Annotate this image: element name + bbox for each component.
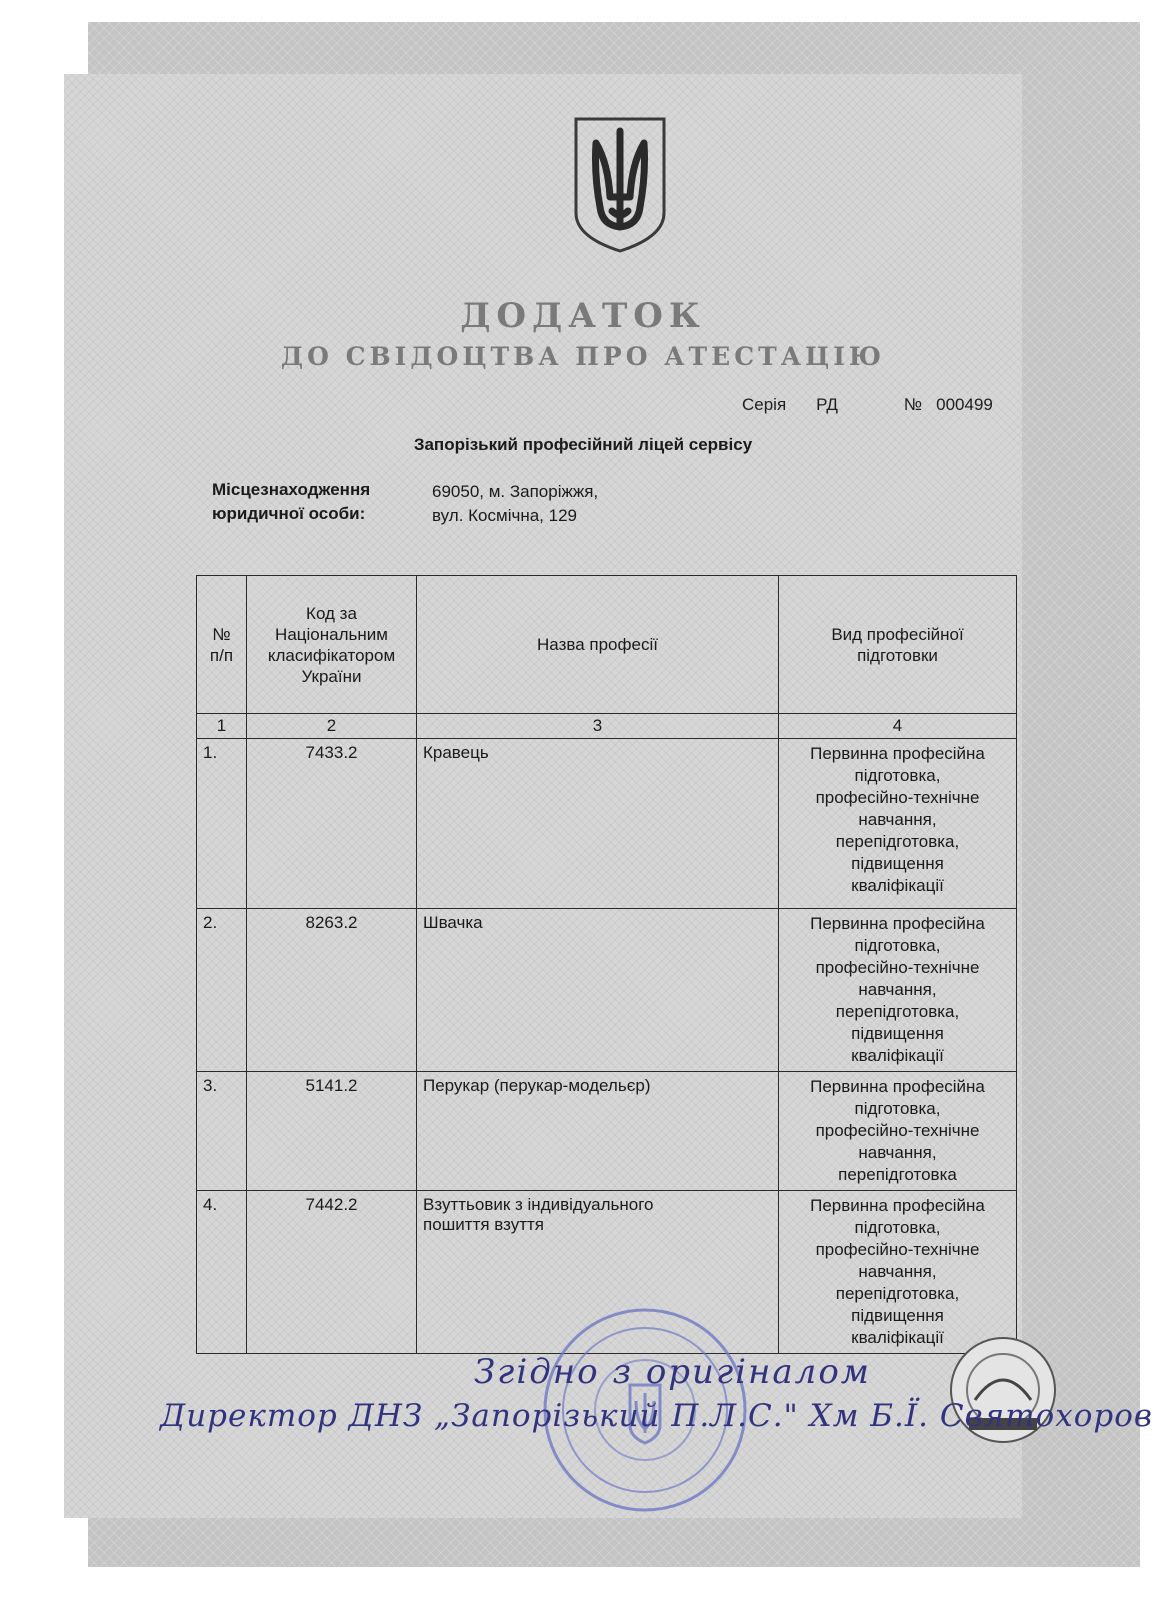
header-training-type xyxy=(779,576,1017,714)
training-type-line: підготовка, xyxy=(854,936,941,955)
training-type-line: професійно-технічне xyxy=(815,788,980,807)
column-number-row xyxy=(197,714,1017,739)
header-code-line3: класифікатором xyxy=(267,645,396,665)
profession-code: 5141.2 xyxy=(247,1072,417,1191)
training-type-line: підготовка, xyxy=(854,1099,941,1118)
profession-name-line: пошиття взуття xyxy=(423,1215,545,1234)
handwritten-certification: Згідно з оригіналом xyxy=(474,1352,871,1392)
training-type-line: Первинна професійна xyxy=(810,744,985,763)
profession-name: Кравець xyxy=(417,739,779,909)
header-number-line1: № xyxy=(212,624,231,644)
header-type-line2: підготовки xyxy=(857,645,938,665)
training-type xyxy=(779,739,1017,909)
document-title: ДОДАТОК xyxy=(460,296,706,336)
row-number: 3. xyxy=(197,1072,247,1191)
series-label: Серія xyxy=(742,395,787,414)
header-type-line1: Вид професійної xyxy=(831,624,964,644)
location-label xyxy=(212,478,370,526)
table-row xyxy=(197,909,1017,1072)
row-number: 4. xyxy=(197,1191,247,1354)
header-number-line2: п/п xyxy=(209,645,234,665)
location-label-line2: юридичної особи: xyxy=(212,504,366,523)
training-type-line: кваліфікації xyxy=(851,1046,944,1065)
column-number: 4 xyxy=(779,714,1017,739)
training-type-line: професійно-технічне xyxy=(815,1240,980,1259)
handwritten-signature: Директор ДНЗ „Запорізький П.Л.С." Хм Б.Ї. Святохоров xyxy=(160,1398,1153,1434)
location-label-line1: Місцезнаходження xyxy=(212,480,371,499)
training-type-line: підготовка, xyxy=(854,1218,941,1237)
profession-name-line: Взуттьовик з індивідуального xyxy=(423,1195,654,1214)
training-type-line: навчання, xyxy=(858,1262,937,1281)
training-type-line: навчання, xyxy=(858,1143,937,1162)
row-number: 1. xyxy=(197,739,247,909)
column-number: 2 xyxy=(247,714,417,739)
header-code-line4: України xyxy=(301,666,362,686)
training-type-line: кваліфікації xyxy=(851,876,944,895)
profession-name: Перукар (перукар-модельєр) xyxy=(417,1072,779,1191)
training-type-line: перепідготовка, xyxy=(835,1002,960,1021)
training-type-line: кваліфікації xyxy=(851,1328,944,1347)
training-type-line: навчання, xyxy=(858,810,937,829)
training-type-line: підготовка, xyxy=(854,766,941,785)
header-number xyxy=(197,576,247,714)
institution-name: Запорізький професійний ліцей сервісу xyxy=(413,435,753,454)
row-number: 2. xyxy=(197,909,247,1072)
training-type xyxy=(779,909,1017,1072)
profession-code: 7442.2 xyxy=(247,1191,417,1354)
location-value-line2: вул. Космічна, 129 xyxy=(432,506,577,525)
header-code xyxy=(247,576,417,714)
number-label: № xyxy=(903,395,923,414)
column-number: 1 xyxy=(197,714,247,739)
training-type-line: перепідготовка, xyxy=(835,832,960,851)
training-type-line: професійно-технічне xyxy=(815,958,980,977)
table-row xyxy=(197,739,1017,909)
training-type xyxy=(779,1072,1017,1191)
training-type-line: Первинна професійна xyxy=(810,1196,985,1215)
profession-code: 7433.2 xyxy=(247,739,417,909)
series-number-line xyxy=(742,395,1023,415)
document-subtitle: ДО СВІДОЦТВА ПРО АТЕСТАЦІЮ xyxy=(280,342,886,371)
header-code-line1: Код за xyxy=(306,603,357,623)
coat-of-arms-icon xyxy=(572,115,668,255)
column-number: 3 xyxy=(417,714,779,739)
training-type-line: підвищення xyxy=(851,854,944,873)
number-value: 000499 xyxy=(936,395,993,414)
header-profession-name: Назва професії xyxy=(417,576,779,714)
training-type-line: перепідготовка xyxy=(838,1165,957,1184)
training-type-line: професійно-технічне xyxy=(815,1121,980,1140)
profession-code: 8263.2 xyxy=(247,909,417,1072)
training-type-line: підвищення xyxy=(851,1024,944,1043)
training-type-line: перепідготовка, xyxy=(835,1284,960,1303)
location-value xyxy=(432,480,598,528)
series-value: РД xyxy=(816,395,838,414)
training-type-line: Первинна професійна xyxy=(810,1077,985,1096)
training-type-line: навчання, xyxy=(858,980,937,999)
training-type-line: Первинна професійна xyxy=(810,914,985,933)
header-code-line2: Національним xyxy=(275,624,388,644)
table-row xyxy=(197,1072,1017,1191)
professions-table xyxy=(196,575,1017,1354)
location-value-line1: 69050, м. Запоріжжя, xyxy=(432,482,599,501)
profession-name: Швачка xyxy=(417,909,779,1072)
training-type-line: підвищення xyxy=(851,1306,944,1325)
